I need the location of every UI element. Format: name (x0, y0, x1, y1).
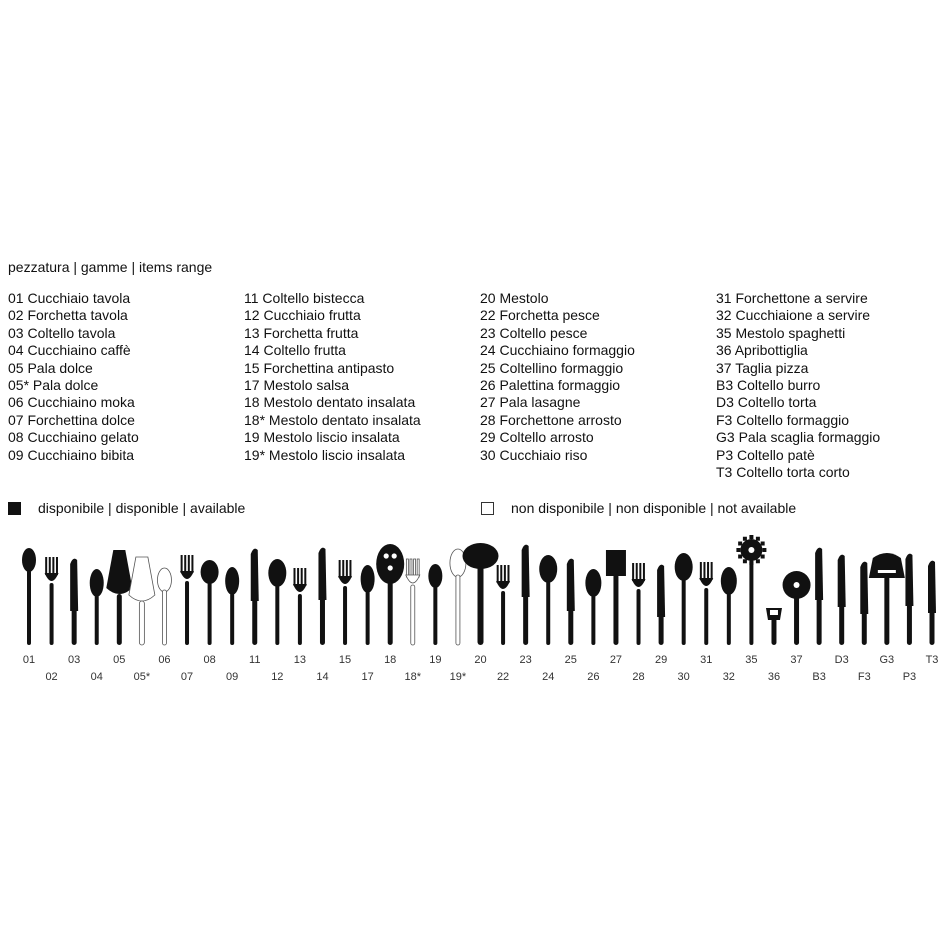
item-entry: 18 Mestolo dentato insalata (244, 394, 416, 411)
item-entry: 07 Forchettina dolce (8, 411, 135, 428)
items-column-1 (8, 290, 139, 464)
item-entry: 26 Palettina formaggio (480, 377, 621, 394)
cutlery-item-label: 11 (249, 654, 261, 666)
range-heading: pezzatura | gamme | items range (8, 259, 213, 275)
cutlery-item-knife (657, 565, 665, 645)
cutlery-item-label: 20 (474, 654, 487, 666)
cutlery-item-spoon (22, 548, 36, 645)
cutlery-item-label: 17 (361, 671, 374, 683)
item-entry: 08 Cucchiaino gelato (8, 429, 139, 446)
cutlery-item-spoon (675, 553, 693, 645)
cutlery-item-slotted (376, 544, 404, 645)
cutlery-item-label: 14 (316, 671, 329, 683)
item-entry: F3 Coltello formaggio (716, 411, 850, 428)
cutlery-item-label: B3 (812, 671, 826, 683)
cutlery-item-label: 05* (133, 671, 151, 683)
item-entry: 25 Coltellino formaggio (480, 359, 624, 376)
cutlery-item-label: 07 (180, 671, 194, 683)
cutlery-item-label: 12 (271, 671, 284, 683)
cutlery-item-label: 13 (293, 654, 307, 666)
cutlery-item-fork (45, 557, 59, 645)
filled-square-icon (8, 502, 21, 515)
cutlery-item-knife (567, 559, 575, 645)
cutlery-item-label: 19* (449, 671, 467, 683)
cutlery-item-spaghetti (736, 535, 766, 645)
item-entry: 37 Taglia pizza (716, 359, 809, 376)
cutlery-item-knife (522, 545, 530, 645)
cutlery-item-label: G3 (879, 654, 895, 666)
cutlery-item-knife (70, 559, 78, 645)
cutlery-item-spoon (157, 568, 171, 645)
item-entry: 01 Cucchiaio tavola (8, 290, 131, 306)
cutlery-item-label: 09 (226, 671, 239, 683)
item-entry: 36 Apribottiglia (716, 342, 808, 359)
cutlery-item-fork (496, 565, 510, 645)
item-entry: 18* Mestolo dentato insalata (244, 411, 421, 428)
cutlery-item-label: 15 (338, 654, 352, 666)
cutlery-item-label: 08 (203, 654, 216, 666)
item-entry: 29 Coltello arrosto (480, 429, 594, 446)
item-entry: 24 Cucchiaino formaggio (480, 342, 635, 359)
item-entry: 12 Cucchiaio frutta (244, 307, 361, 324)
cutlery-item-label: 35 (745, 654, 758, 666)
cutlery-item-knife (251, 549, 259, 645)
cutlery-item-knife (928, 561, 936, 645)
item-entry: 23 Coltello pesce (480, 324, 588, 341)
cutlery-item-fork (406, 559, 420, 645)
item-entry: 05* Pala dolce (8, 377, 99, 394)
item-entry: T3 Coltello torta corto (716, 464, 850, 481)
item-entry: 05 Pala dolce (8, 359, 93, 376)
item-entry: 22 Forchetta pesce (480, 307, 600, 324)
item-entry: 27 Pala lasagne (480, 394, 581, 411)
cutlery-item-label: 37 (790, 654, 803, 666)
cutlery-item-spoon (585, 569, 601, 645)
cutlery-item-label: P3 (902, 671, 917, 683)
item-entry: 13 Forchetta frutta (244, 324, 359, 341)
cutlery-item-ladle (463, 543, 499, 645)
cutlery-item-label: 24 (542, 671, 555, 683)
item-entry: 06 Cucchiaino moka (8, 394, 135, 411)
cutlery-item-server (129, 557, 155, 645)
cutlery-item-label: 36 (767, 671, 781, 683)
cutlery-item-label: 06 (158, 654, 171, 666)
item-entry: 15 Forchettina antipasto (244, 359, 395, 376)
item-entry: 31 Forchettone a servire (716, 290, 868, 306)
cutlery-item-fork (338, 560, 352, 645)
cutlery-item-spoon (450, 549, 466, 645)
cutlery-item-label: 04 (90, 671, 103, 683)
cutlery-item-label: 27 (609, 654, 623, 666)
cutlery-item-fork (699, 562, 713, 645)
item-entry: 17 Mestolo salsa (244, 377, 350, 394)
item-entry: 09 Cucchiaino bibita (8, 446, 135, 463)
legend-available-label: disponibile | disponible | available (38, 500, 246, 516)
cutlery-item-knife (838, 555, 846, 645)
empty-square-icon (481, 502, 494, 515)
cutlery-item-label: 03 (68, 654, 81, 666)
cutlery-item-label: 02 (45, 671, 58, 683)
legend-available (8, 500, 245, 516)
cutlery-item-label: T3 (925, 654, 939, 666)
item-entry: 19 Mestolo liscio insalata (244, 429, 400, 446)
items-column-4 (716, 290, 880, 481)
item-entry: 32 Cucchiaione a servire (716, 307, 871, 324)
item-entry: G3 Pala scaglia formaggio (716, 429, 881, 446)
item-entry: D3 Coltello torta (716, 394, 817, 411)
cutlery-item-label: 25 (564, 654, 577, 666)
cutlery-item-label: 29 (654, 654, 668, 666)
cutlery-item-spoon (90, 569, 104, 645)
cutlery-item-lasagna (606, 550, 626, 645)
cutlery-item-spoon (268, 559, 286, 645)
cutlery-item-knife (815, 548, 823, 645)
cutlery-item-label: D3 (834, 654, 849, 666)
cutlery-silhouettes (0, 530, 950, 690)
cutlery-item-fork (180, 555, 194, 645)
cutlery-item-label: 32 (722, 671, 735, 683)
cutlery-item-label: 19 (429, 654, 442, 666)
cutlery-item-label: 30 (677, 671, 690, 683)
items-column-3 (480, 290, 635, 464)
cutlery-item-fork (632, 563, 646, 645)
item-entry: 04 Cucchiaino caffè (8, 342, 131, 359)
cutlery-item-label: 18 (384, 654, 397, 666)
cutlery-item-spoon (428, 564, 442, 645)
cutlery-item-label: 26 (587, 671, 600, 683)
cutlery-item-knife (860, 562, 868, 645)
item-entry: 19* Mestolo liscio insalata (244, 446, 406, 463)
cutlery-item-spoon (201, 560, 219, 645)
cutlery-item-label: 28 (632, 671, 645, 683)
cutlery-item-spoon (361, 565, 375, 645)
cutlery-item-server (106, 550, 132, 645)
item-entry: 02 Forchetta tavola (8, 307, 128, 324)
items-column-2 (244, 290, 421, 464)
item-entry: 14 Coltello frutta (244, 342, 346, 359)
item-entry: 28 Forchettone arrosto (480, 411, 622, 428)
item-entry: 03 Coltello tavola (8, 324, 116, 341)
item-entry: P3 Coltello patè (716, 446, 815, 463)
cutlery-item-label: 31 (700, 654, 713, 666)
cutlery-item-spoon (539, 555, 557, 645)
item-entry: 35 Mestolo spaghetti (716, 324, 846, 341)
cutlery-item-fork (293, 568, 307, 645)
cutlery-item-label: 05 (113, 654, 126, 666)
cutlery-item-spoon (225, 567, 239, 645)
cutlery-item-pizza (783, 571, 811, 645)
cutlery-item-spoon (721, 567, 737, 645)
cutlery-item-label: 01 (22, 654, 36, 666)
item-entry: 11 Coltello bistecca (244, 290, 365, 306)
legend-not-available (481, 500, 796, 516)
cutlery-item-planer (869, 553, 905, 645)
cutlery-item-label: F3 (857, 671, 871, 683)
item-entry: 20 Mestolo (480, 290, 549, 306)
cutlery-item-opener (766, 608, 782, 645)
cutlery-item-label: 22 (496, 671, 510, 683)
legend-not-available-label: non disponibile | non disponible | not available (511, 500, 797, 516)
cutlery-item-knife (905, 554, 913, 645)
item-entry: 30 Cucchiaio riso (480, 446, 588, 463)
cutlery-item-knife (318, 548, 326, 645)
item-entry: B3 Coltello burro (716, 377, 821, 394)
cutlery-item-label: 23 (519, 654, 532, 666)
cutlery-item-label: 18* (404, 671, 422, 683)
